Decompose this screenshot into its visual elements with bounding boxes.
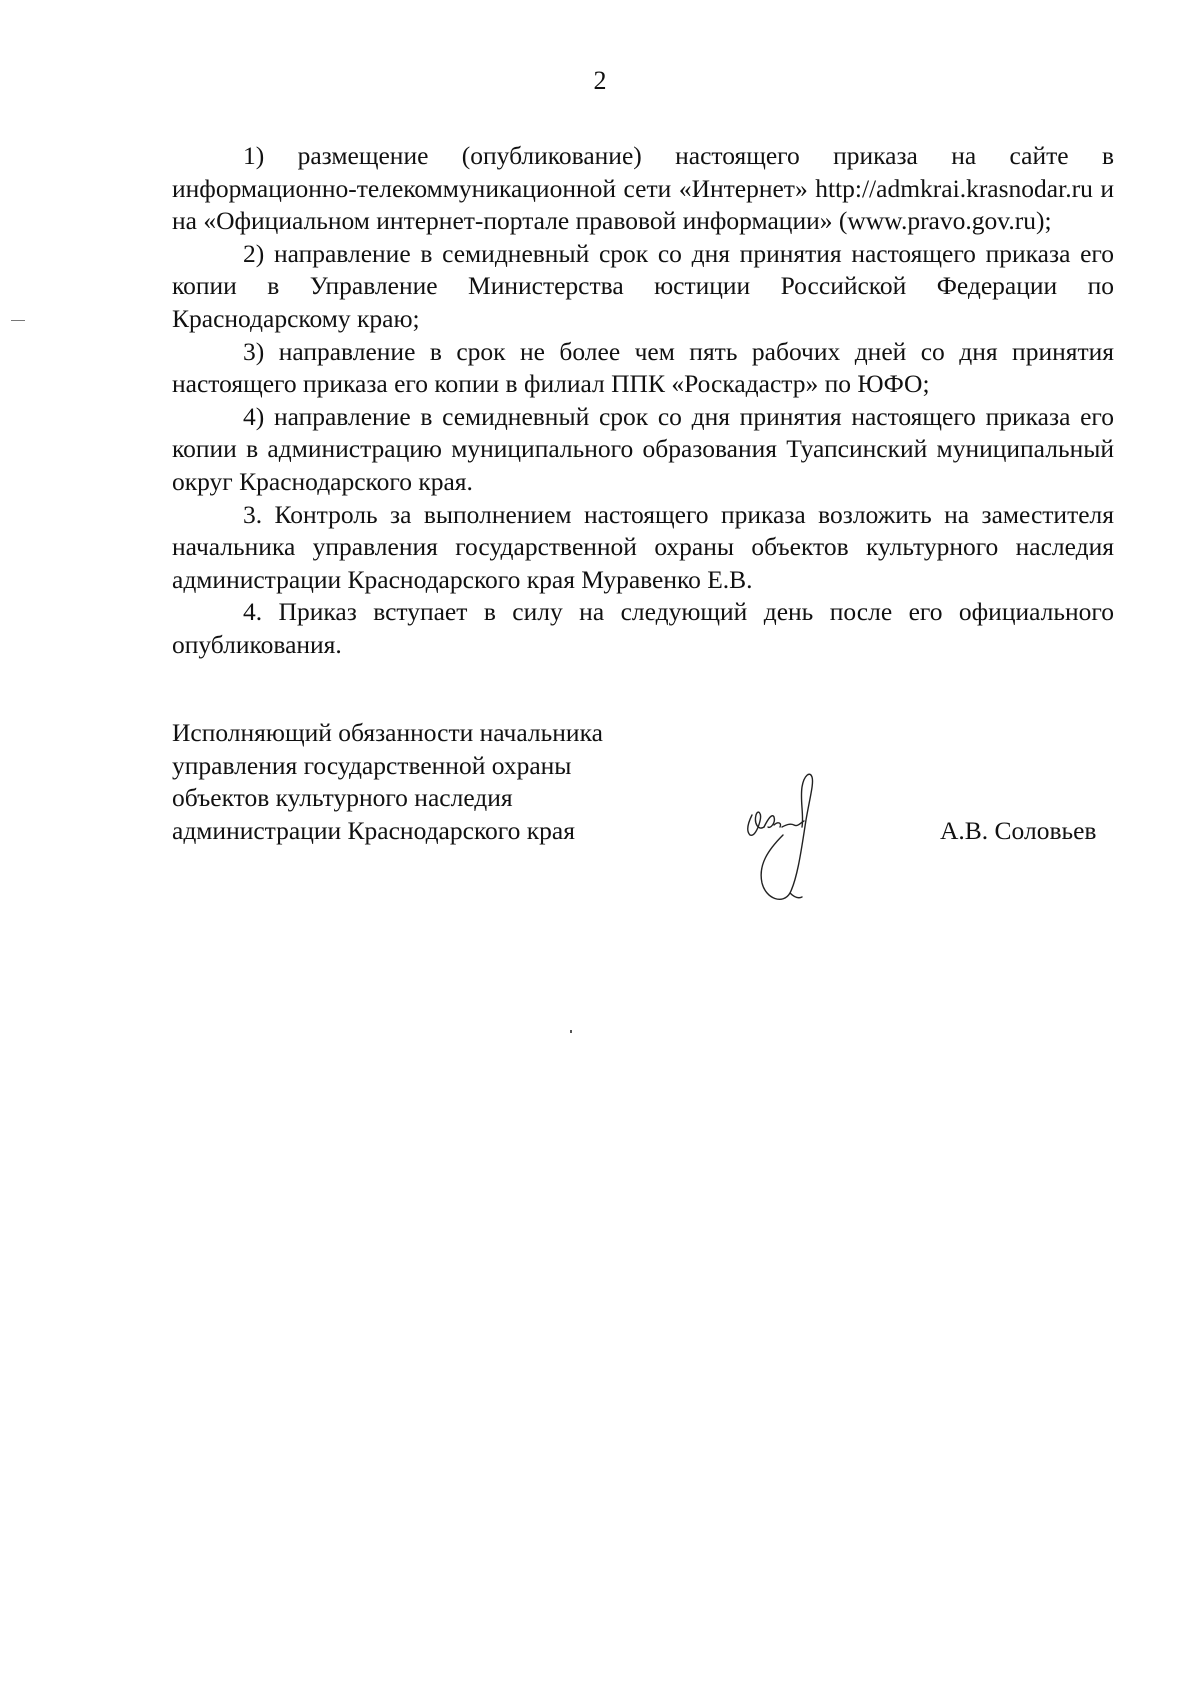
paragraph-entry-into-force: 4. Приказ вступает в силу на следующий день после его официального опубликования. [172,597,1114,659]
paragraph-publication: 1) размещение (опубликование) настоящего приказа на сайте в информационно-телекоммуникационной сети «Интернет» http://admkrai.krasnodar.ru и на «Официальном интернет-портале правовой информации» (www.pravo.gov.ru); [172,141,1114,236]
paragraph-municipal-administration: 4) направление в семидневный срок со дня принятия настоящего приказа его копии в администрацию муниципального образования Туапсинский муниципальный округ Краснодарского края. [172,401,1114,496]
signatory-title-line: администрации Краснодарского края [172,815,575,845]
handwritten-signature [728,765,838,910]
signatory-name: А.В. Соловьев [940,816,1097,845]
scan-artifact-line [11,320,25,321]
paragraph-control: 3. Контроль за выполнением настоящего приказа возложить на заместителя начальника управления государственной охраны объектов культурного наследия администрации Краснодарского края Муравенко Е.В. [172,499,1114,594]
document-body [172,140,1114,662]
page-number: 2 [593,66,607,95]
signatory-title [172,717,642,847]
paragraph-roskadastr: 3) направление в срок не более чем пять рабочих дней со дня принятия настоящего приказа его копии в филиал ППК «Роскадастр» по ЮФО; [172,336,1114,399]
signatory-title-line: управления государственной охраны [172,750,572,780]
paragraph-ministry-of-justice: 2) направление в семидневный срок со дня принятия настоящего приказа его копии в Управление Министерства юстиции Российской Федерации по Краснодарскому краю; [172,238,1114,333]
scan-artifact-dot [570,1030,572,1033]
signatory-title-line: объектов культурного наследия [172,783,513,813]
signatory-title-line: Исполняющий обязанности начальника [172,718,603,747]
